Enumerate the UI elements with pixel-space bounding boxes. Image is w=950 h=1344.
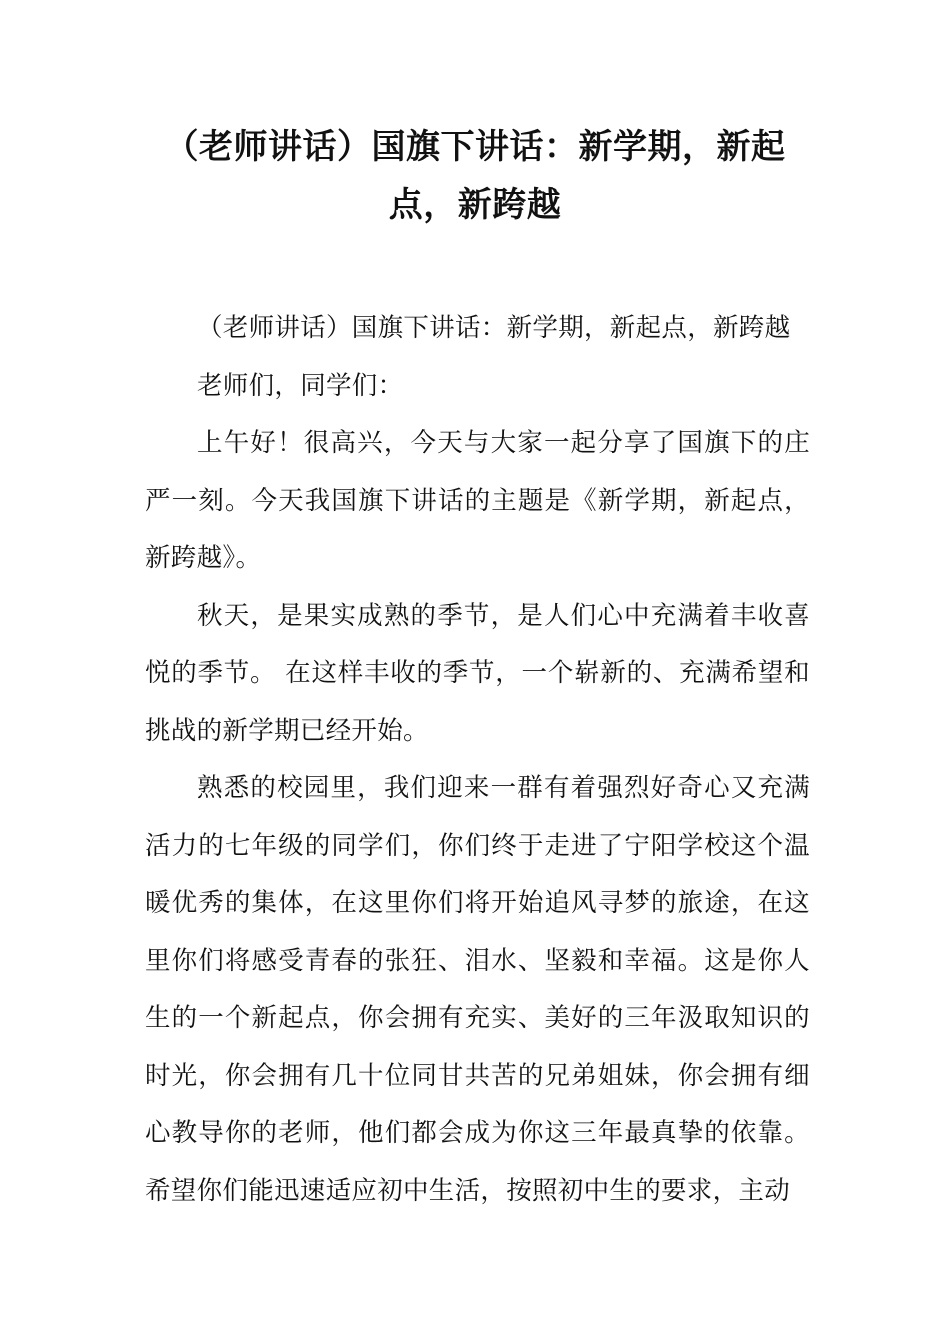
paragraph-greeting: 上午好！很高兴，今天与大家一起分享了国旗下的庄严一刻。今天我国旗下讲话的主题是《新学期，新起点，新跨越》。: [145, 428, 810, 573]
paragraph-autumn: 秋天，是果实成熟的季节，是人们心中充满着丰收喜悦的季节。 在这样丰收的季节，一个崭新的、充满希望和挑战的新学期已经开始。: [145, 600, 810, 746]
document-body: [145, 300, 810, 1220]
document-title: （老师讲话）国旗下讲话：新学期，新起点，新跨越: [164, 127, 786, 225]
paragraph-salutation: 老师们，同学们：: [197, 370, 404, 401]
paragraph-campus: 熟悉的校园里，我们迎来一群有着强烈好奇心又充满活力的七年级的同学们，你们终于走进了宁阳学校这个温暖优秀的集体，在这里你们将开始追风寻梦的旅途，在这里你们将感受青春的张狂、泪水、坚毅和幸福。这是你人生的一个新起点，你会拥有充实、美好的三年汲取知识的时光，你会拥有几十位同甘共苦的兄弟姐妹，你会拥有细心教导你的老师，他们都会成为你这三年最真挚的依靠。希望你们能迅速适应初中生活，按照初中生的要求，主动: [145, 773, 810, 1206]
paragraph-subtitle: （老师讲话）国旗下讲话：新学期，新起点，新跨越: [197, 313, 791, 343]
